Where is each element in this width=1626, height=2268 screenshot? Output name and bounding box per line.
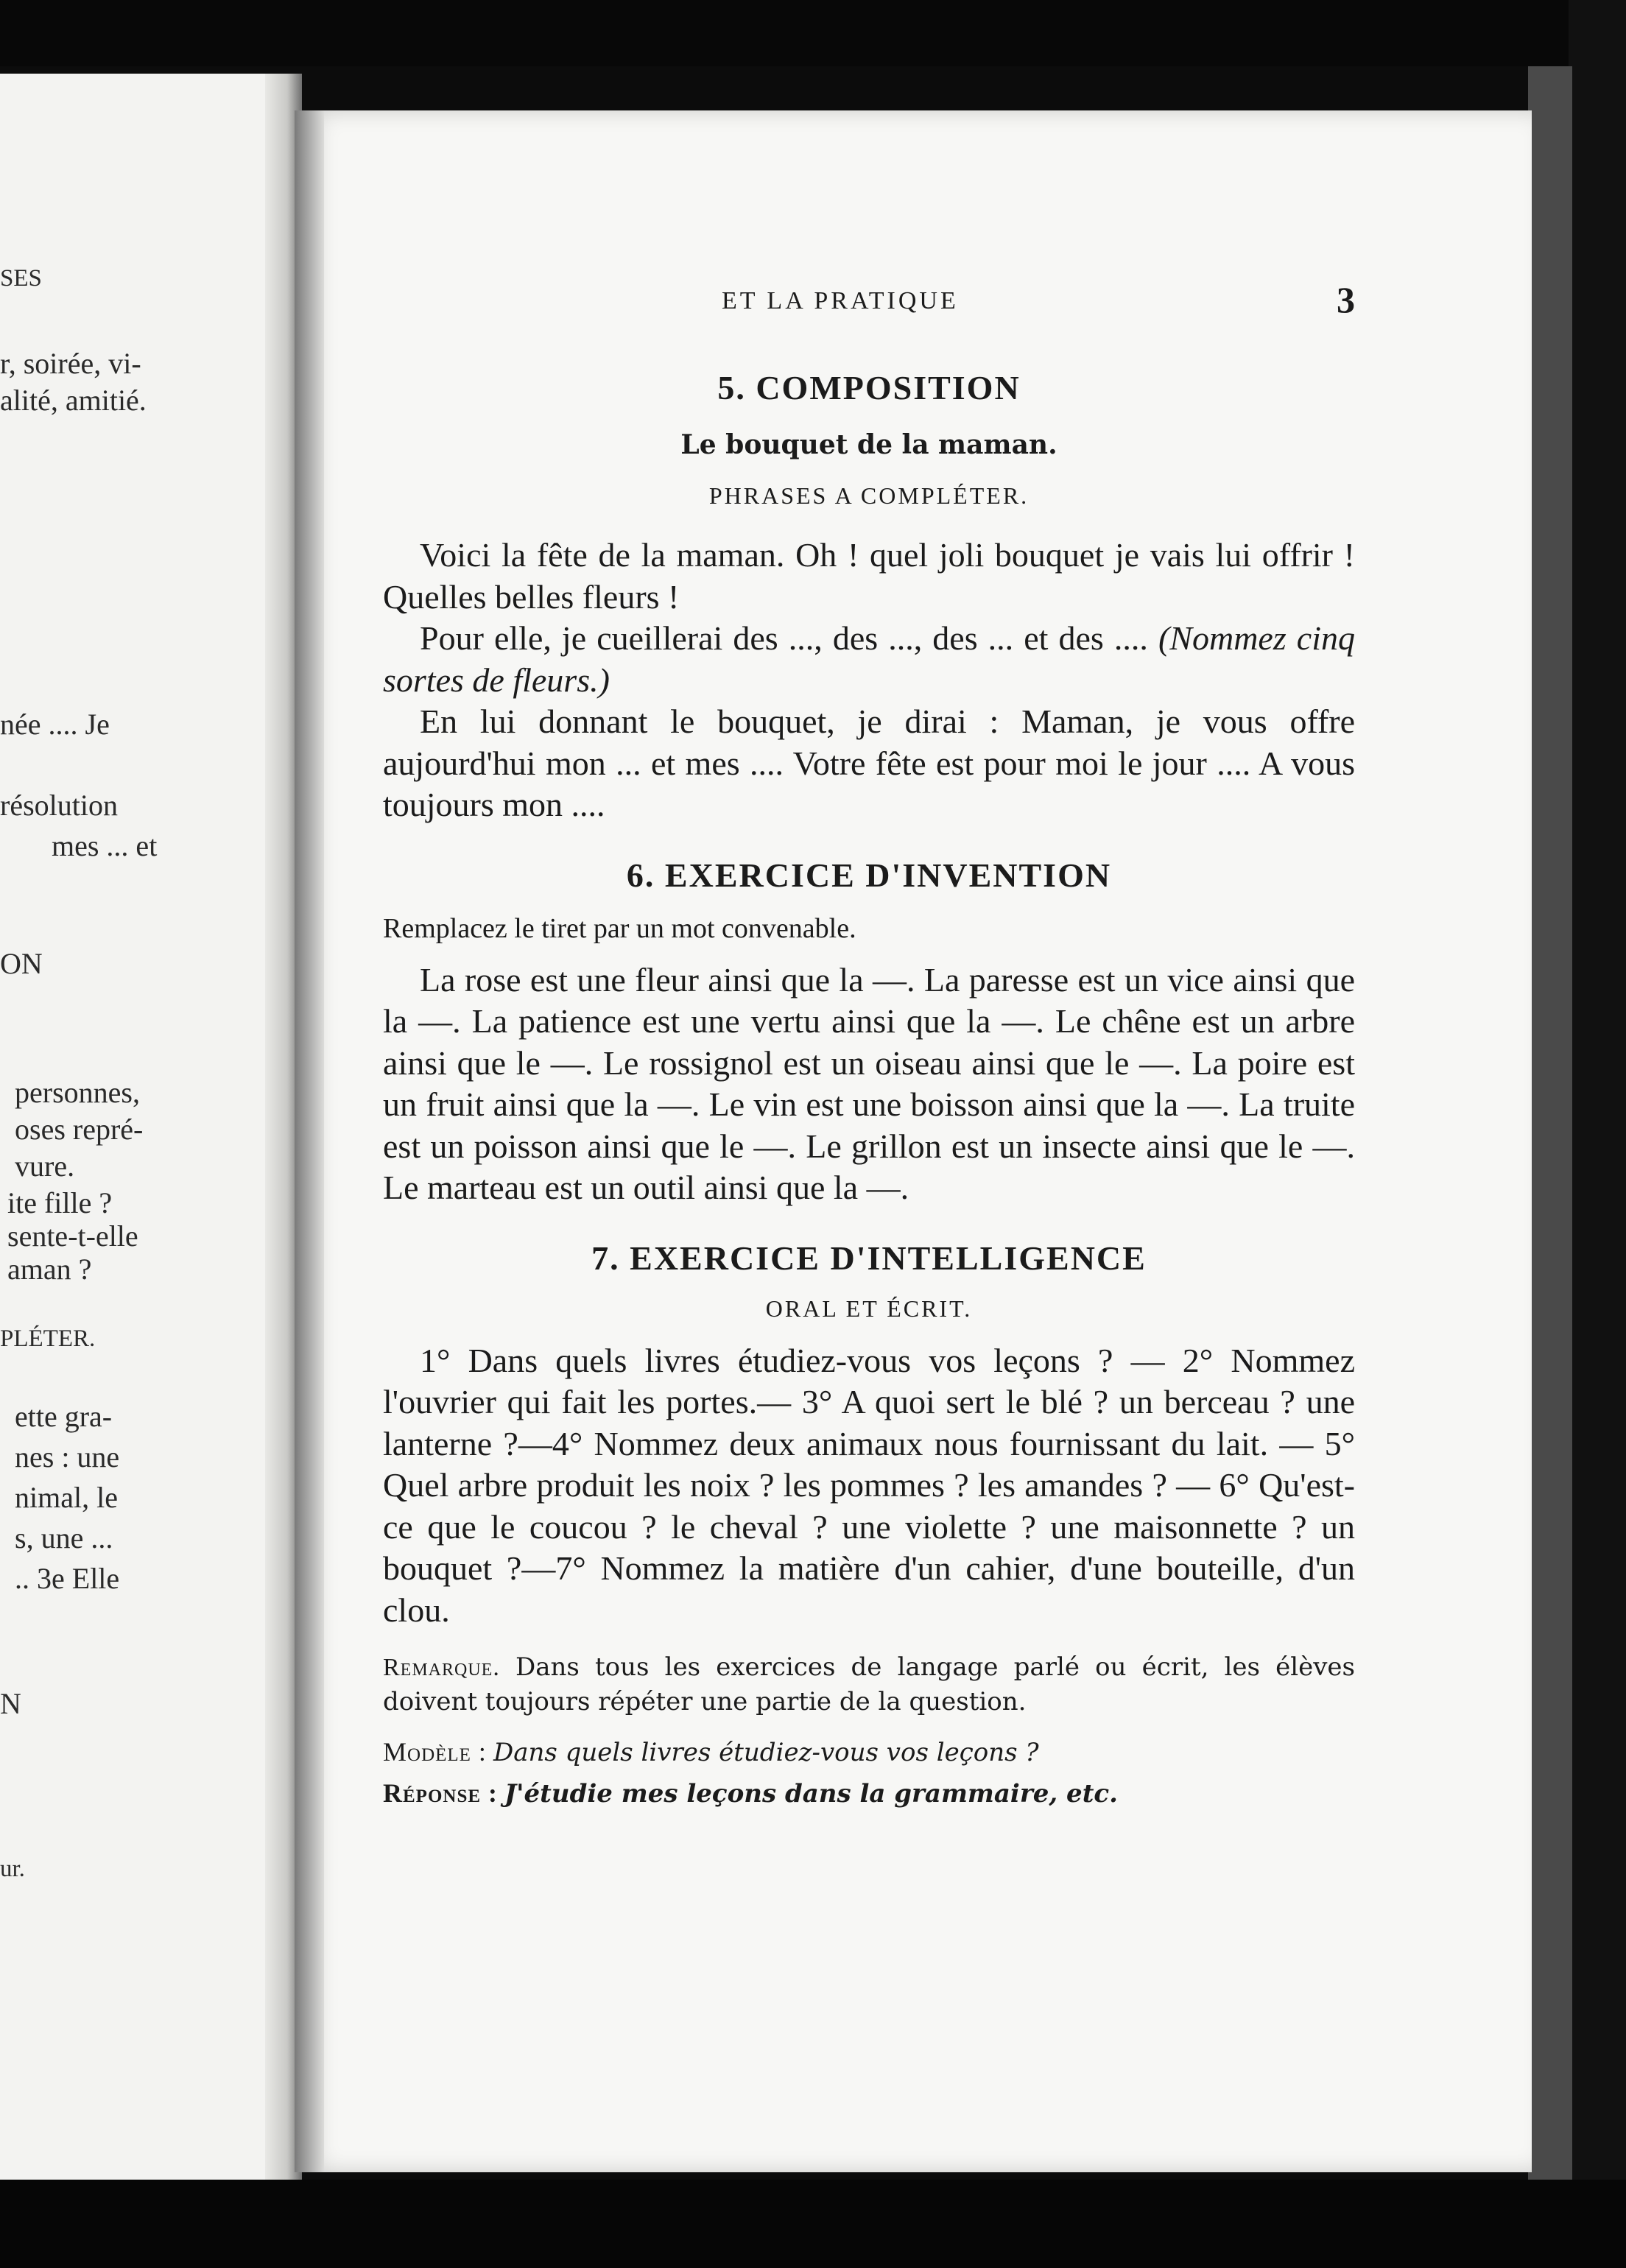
scan-background-bottom [0, 2180, 1626, 2268]
left-page-line: oses repré- [15, 1113, 144, 1146]
left-page-line: personnes, [15, 1076, 140, 1109]
left-page-line: nes : une [15, 1440, 120, 1473]
answer-label: Réponse : [383, 1778, 499, 1808]
page-content [383, 272, 1355, 1809]
model-text: Dans quels livres étudiez-vous vos leçons ? [493, 1738, 1039, 1767]
left-page-line: vure. [15, 1149, 75, 1183]
left-page-line: sente-t-elle [7, 1219, 138, 1253]
left-page-line: ite fille ? [7, 1186, 113, 1219]
left-page-line: ette gra- [15, 1400, 113, 1433]
running-title: ET LA PRATIQUE [722, 287, 959, 314]
section-5-paragraph-3: En lui donnant le bouquet, je dirai : Maman, je vous offre aujourd'hui mon ... et mes .... Votre fête est pour moi le jour .... A vous toujours mon .... [383, 702, 1355, 823]
section-7-instruction: ORAL ET ÉCRIT. [765, 1295, 973, 1322]
left-page-line: née .... Je [0, 708, 110, 741]
model-label: Modèle : [383, 1737, 487, 1767]
answer-text: J'étudie mes leçons dans la grammaire, etc. [504, 1779, 1118, 1809]
section-6-paragraph: La rose est une fleur ainsi que la —. La paresse est un vice ainsi que la —. La patience est une vertu ainsi que la —. Le chêne est un arbre ainsi que le —. Le rossignol est un oiseau ainsi que le —. La poire est un fruit ainsi que la —. Le vin est une boisson ainsi que la —. La truite est un poisson ainsi que le —. Le grillon est un insecte ainsi que le —. Le marteau est un outil ainsi que la —. [383, 960, 1355, 1206]
left-page-line: N [0, 1687, 21, 1720]
model-line [383, 1736, 1355, 1767]
left-page-line: aman ? [7, 1253, 92, 1286]
left-page-line: ur. [0, 1856, 25, 1882]
remark-label: Remarque. [383, 1654, 500, 1681]
section-5-paragraph-2 [383, 618, 1355, 701]
page-stack-edge [1528, 66, 1572, 2187]
left-page-line: s, une ... [15, 1521, 113, 1554]
section-5-paragraph-1: Voici la fête de la maman. Oh ! quel joli bouquet je vais lui offrir ! Quelles belles fleurs ! [383, 536, 1355, 616]
page-number: 3 [1337, 279, 1355, 320]
section-5-title: 5. COMPOSITION [717, 369, 1021, 406]
left-page-line: nimal, le [15, 1481, 118, 1514]
section-5-subtitle: Le bouquet de la maman. [680, 429, 1057, 460]
section-7-paragraph: 1° Dans quels livres étudiez-vous vos leçons ? — 2° Nommez l'ouvrier qui fait les portes.— 3° A quoi sert le blé ? un berceau ? une lanterne ?—4° Nommez deux animaux nous fournissant du lait. — 5° Quel arbre produit les noix ? les pommes ? les amandes ? — 6° Qu'est-ce que le coucou ? le cheval ? une violette ? une maisonnette ? un bouquet ?—7° Nommez la matière d'un cahier, d'une bouteille, d'un clou. [383, 1341, 1355, 1629]
left-page-line: r, soirée, vi- [0, 347, 141, 380]
scan-background-top [0, 0, 1626, 66]
left-page-line: mes ... et [52, 829, 158, 862]
remark-text: Dans tous les exercices de langage parlé ou écrit, les élèves doivent toujours répéter une partie de la question. [383, 1652, 1355, 1716]
left-page-line: alité, amitié. [0, 384, 147, 417]
section-5-instruction: PHRASES A COMPLÉTER. [708, 482, 1030, 509]
section-7-title: 7. EXERCICE D'INTELLIGENCE [591, 1239, 1147, 1277]
section-6-title: 6. EXERCICE D'INVENTION [626, 856, 1112, 894]
previous-page [0, 74, 295, 2187]
left-page-line: résolution [0, 789, 118, 822]
remark [383, 1650, 1355, 1719]
left-page-line: ON [0, 947, 43, 980]
section-5-paragraph-2-text: Pour elle, je cueillerai des ..., des ..., des ... et des .... [420, 619, 1158, 657]
section-6-instruction: Remplacez le tiret par un mot convenable. [383, 912, 856, 944]
left-page-line: .. 3e Elle [15, 1562, 120, 1595]
section-5-note: (Nommez cinq sortes de fleurs.) [383, 619, 1355, 699]
book-cover-edge [1569, 0, 1626, 2268]
answer-line [383, 1778, 1355, 1809]
left-page-line: SES [0, 265, 42, 292]
spine-shadow [295, 110, 324, 2172]
left-page-line: PLÉTER. [0, 1325, 96, 1352]
